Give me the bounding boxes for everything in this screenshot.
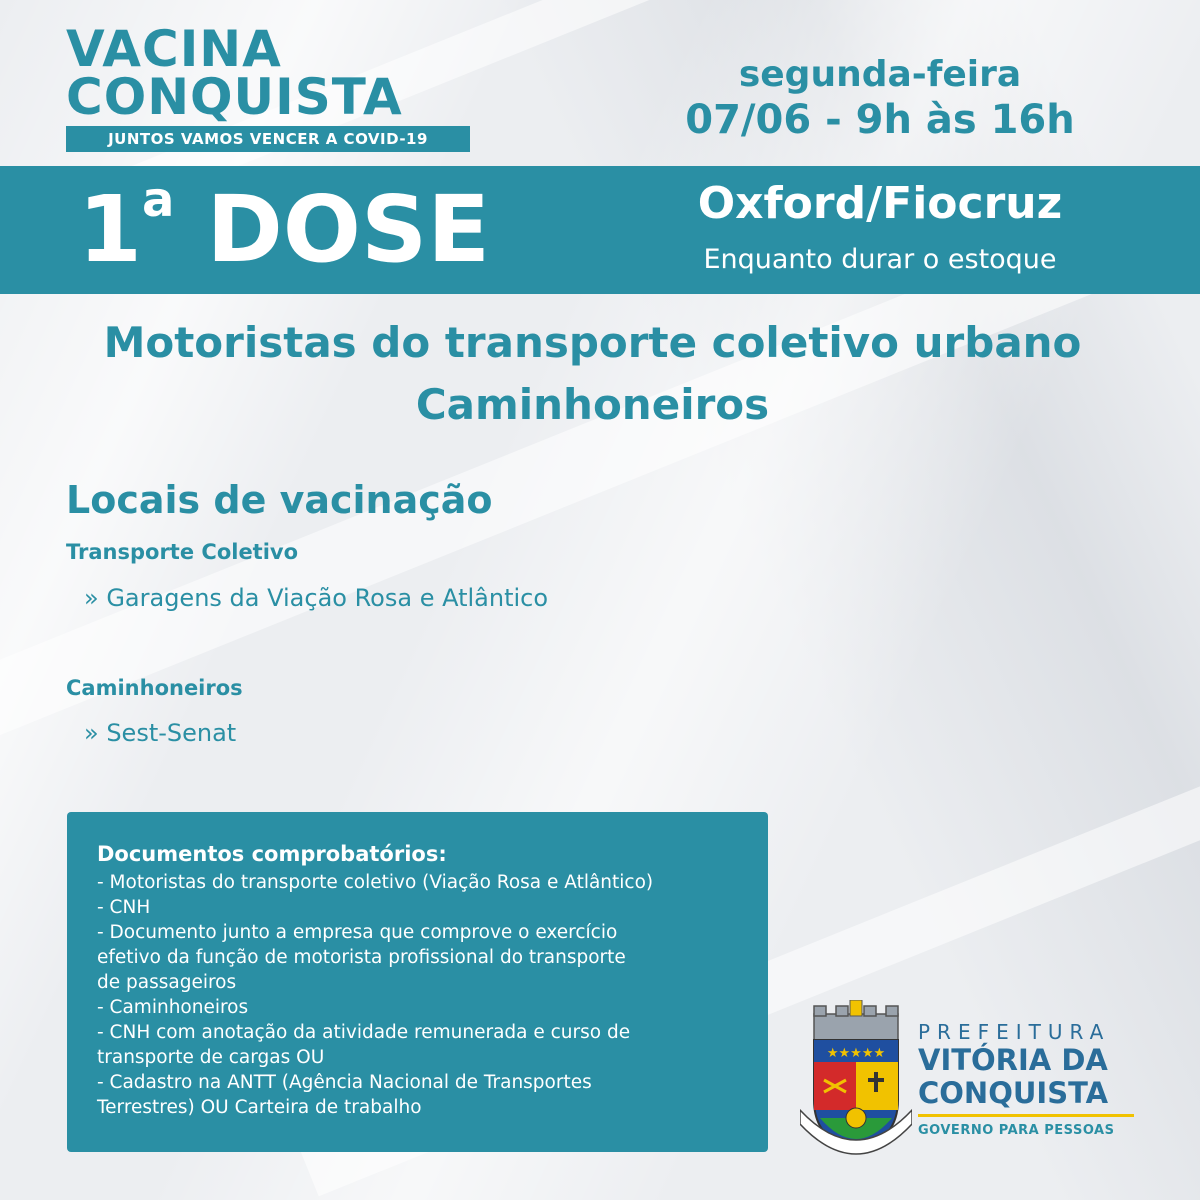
city-name-line2: CONQUISTA [918,1076,1109,1110]
campaign-title-line2: CONQUISTA [66,68,403,126]
campaign-title-line1: VACINA [66,20,282,78]
prefeitura-logo [800,1000,1140,1170]
documents-line: - Motoristas do transporte coletivo (Viação Rosa e Atlântico) [97,872,654,893]
documents-line: - CNH com anotação da atividade remunerada e curso de [97,1022,631,1043]
documents-list [97,870,757,1120]
svg-text:★★★★★: ★★★★★ [826,1046,886,1061]
campaign-logo [66,20,470,152]
dose-label [78,166,490,294]
documents-line: transporte de cargas OU [97,1047,325,1068]
documents-line: - CNH [97,897,151,918]
schedule [640,55,1120,145]
prefeitura-wordmark [918,1020,1134,1138]
prefeitura-label: PREFEITURA [918,1020,1111,1044]
vaccine-name: Oxford/Fiocruz [697,178,1063,229]
documents-line: - Documento junto a empresa que comprove o exercício [97,922,618,943]
location-item: » Sest-Senat [84,719,237,747]
documents-line: de passageiros [97,972,237,993]
dose-ordinal: a [142,172,175,228]
audience-line: Motoristas do transporte coletivo urbano [103,318,1082,367]
schedule-day: segunda-feira [738,54,1022,95]
documents-line: - Cadastro na ANTT (Agência Nacional de Transportes [97,1072,592,1093]
dose-word: DOSE [206,176,491,283]
target-audience [0,312,1185,436]
government-slogan: GOVERNO PARA PESSOAS [918,1123,1115,1138]
documents-line: - Caminhoneiros [97,997,249,1018]
documents-box [67,812,768,1152]
audience-line: Caminhoneiros [415,380,770,429]
documents-line: efetivo da função de motorista profissional do transporte [97,947,626,968]
location-group-label: Transporte Coletivo [66,540,299,564]
documents-line: Terrestres) OU Carteira de trabalho [97,1097,422,1118]
divider [918,1114,1134,1117]
location-item: » Garagens da Viação Rosa e Atlântico [84,584,549,612]
schedule-date-time: 07/06 - 9h às 16h [685,96,1075,143]
city-name-line1: VITÓRIA DA [918,1043,1108,1077]
city-crest-icon [800,1000,912,1160]
dose-banner [0,166,1200,294]
campaign-tagline: JUNTOS VAMOS VENCER A COVID-19 [66,126,470,152]
dose-number: 1 [78,176,143,283]
location-group-label: Caminhoneiros [66,676,243,700]
documents-title: Documentos comprobatórios: [97,842,447,866]
stock-note: Enquanto durar o estoque [703,244,1057,275]
locations-title: Locais de vacinação [66,478,493,522]
